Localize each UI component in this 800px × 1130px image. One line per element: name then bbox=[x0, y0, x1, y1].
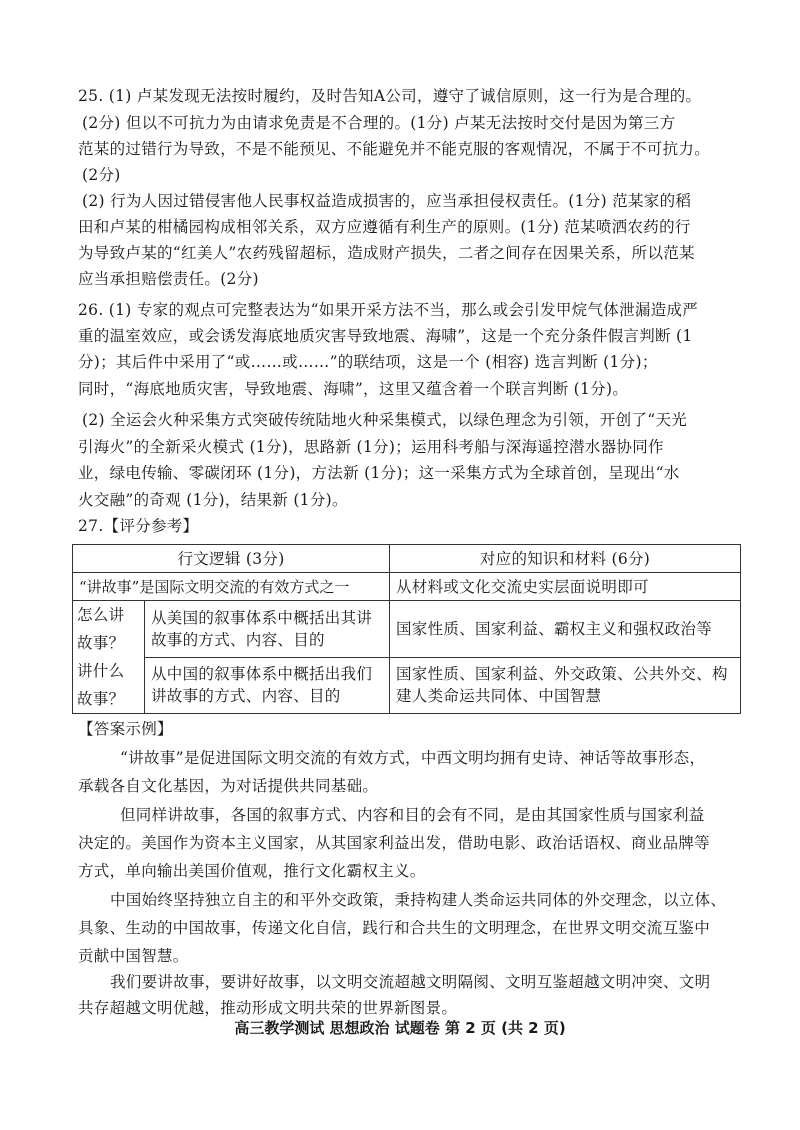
answer-line-10: 共存超越文明优越，推动形成文明共荣的世界新图景。 bbox=[78, 999, 458, 1017]
q25-line-1: 25. (1) 卢某发现无法按时履约，及时告知A公司，遵守了诚信原则，这一行为是合理的。 bbox=[78, 87, 702, 105]
q26-line-5: (2) 全运会火种采集方式突破传统陆地火种采集模式，以绿色理念为引领，开创了“天光 bbox=[82, 411, 688, 429]
q25-line-4: (2分) bbox=[82, 166, 121, 184]
table-row-2-knowledge: 国家性质、国家利益、霸权主义和强权政治等 bbox=[390, 601, 741, 658]
answer-example-title: 【答案示例】 bbox=[78, 720, 173, 738]
q27-title: 27.【评分参考】 bbox=[78, 517, 199, 535]
q25-line-7: 为导致卢某的“红美人”农药残留超标，造成财产损失，二者之间存在因果关系，所以范某 bbox=[78, 244, 695, 262]
table-head-logic: 行文逻辑 (3分) bbox=[73, 545, 390, 573]
answer-line-4: 决定的。美国作为资本主义国家，从其国家利益出发，借助电影、政治话语权、商业品牌等 bbox=[78, 834, 711, 852]
q25-line-3: 范某的过错行为导致，不是不能预见、不能避免并不能克服的客观情况，不属于不可抗力。 bbox=[78, 140, 711, 158]
q26-line-7: 业，绿电传输、零碳闭环 (1分)，方法新 (1分)；这一采集方式为全球首创，呈现出“水 bbox=[78, 464, 680, 482]
q25-line-2: (2分) 但以不可抗力为由请求免责是不合理的。(1分) 卢某无法按时交付是因为第三方 bbox=[82, 114, 676, 132]
answer-line-6: 中国始终坚持独立自主的和平外交政策，秉持构建人类命运共同体的外交理念，以立体、 bbox=[110, 891, 727, 909]
q25-line-8: 应当承担赔偿责任。(2分) bbox=[78, 270, 259, 288]
answer-line-3: 但同样讲故事，各国的叙事方式、内容和目的会有不同，是由其国家性质与国家利益 bbox=[120, 806, 705, 824]
grading-table bbox=[72, 544, 741, 714]
table-row-1-logic: “讲故事”是国际文明交流的有效方式之一 bbox=[73, 573, 390, 601]
q26-line-4: 同时，“海底地质灾害，导致地震、海啸”，这里又蕴含着一个联言判断 (1分)。 bbox=[78, 380, 629, 398]
table-head-knowledge: 对应的知识和材料 (6分) bbox=[390, 545, 741, 573]
q26-line-6: 引海火”的全新采火模式 (1分)，思路新 (1分)；运用科考船与深海遥控潜水器协同作 bbox=[78, 438, 664, 456]
q26-line-1: 26. (1) 专家的观点可完整表达为“如果开采方法不当，那么或会引发甲烷气体泄漏造成严 bbox=[78, 301, 699, 319]
q25-line-5: (2) 行为人因过错侵害他人民事权益造成损害的，应当承担侵权责任。(1分) 范某家的稻 bbox=[82, 192, 692, 210]
answer-line-2: 承载各自文化基因，为对话提供共同基础。 bbox=[78, 777, 379, 795]
table-side-label: 怎么讲故事？讲什么故事？ bbox=[73, 601, 145, 714]
page-footer: 高三教学测试 思想政治 试题卷 第 2 页 (共 2 页) bbox=[234, 1019, 566, 1037]
q26-line-3: 分)；其后件中采用了“或……或……”的联结项，这是一个 (相容) 选言判断 (1分)； bbox=[78, 353, 658, 371]
q26-line-2: 重的温室效应，或会诱发海底地质灾害导致地震、海啸”，这是一个充分条件假言判断 (1 bbox=[78, 327, 693, 345]
q26-line-8: 火交融”的奇观 (1分)，结果新 (1分)。 bbox=[78, 491, 348, 509]
q25-line-6: 田和卢某的柑橘园构成相邻关系，双方应遵循有利生产的原则。(1分) 范某喷洒农药的行 bbox=[78, 218, 691, 236]
table-row-2-logic: 从美国的叙事体系中概括出其讲故事的方式、内容、目的 bbox=[145, 601, 390, 658]
answer-line-8: 贡献中国智慧。 bbox=[78, 947, 189, 965]
answer-line-1: “讲故事”是促进国际文明交流的有效方式，中西文明均拥有史诗、神话等故事形态， bbox=[120, 749, 706, 767]
answer-line-5: 方式，单向输出美国价值观，推行文化霸权主义。 bbox=[78, 862, 426, 880]
table-row-3-logic: 从中国的叙事体系中概括出我们讲故事的方式、内容、目的 bbox=[145, 657, 390, 714]
answer-line-7: 具象、生动的中国故事，传递文化自信，践行和合共生的文明理念，在世界文明交流互鉴中 bbox=[78, 919, 711, 937]
answer-line-9: 我们要讲故事，要讲好故事，以文明交流超越文明隔阂、文明互鉴超越文明冲突、文明 bbox=[110, 973, 711, 991]
table-row-3-knowledge: 国家性质、国家利益、外交政策、公共外交、构建人类命运共同体、中国智慧 bbox=[390, 657, 741, 714]
table-row-1-knowledge: 从材料或文化交流史实层面说明即可 bbox=[390, 573, 741, 601]
